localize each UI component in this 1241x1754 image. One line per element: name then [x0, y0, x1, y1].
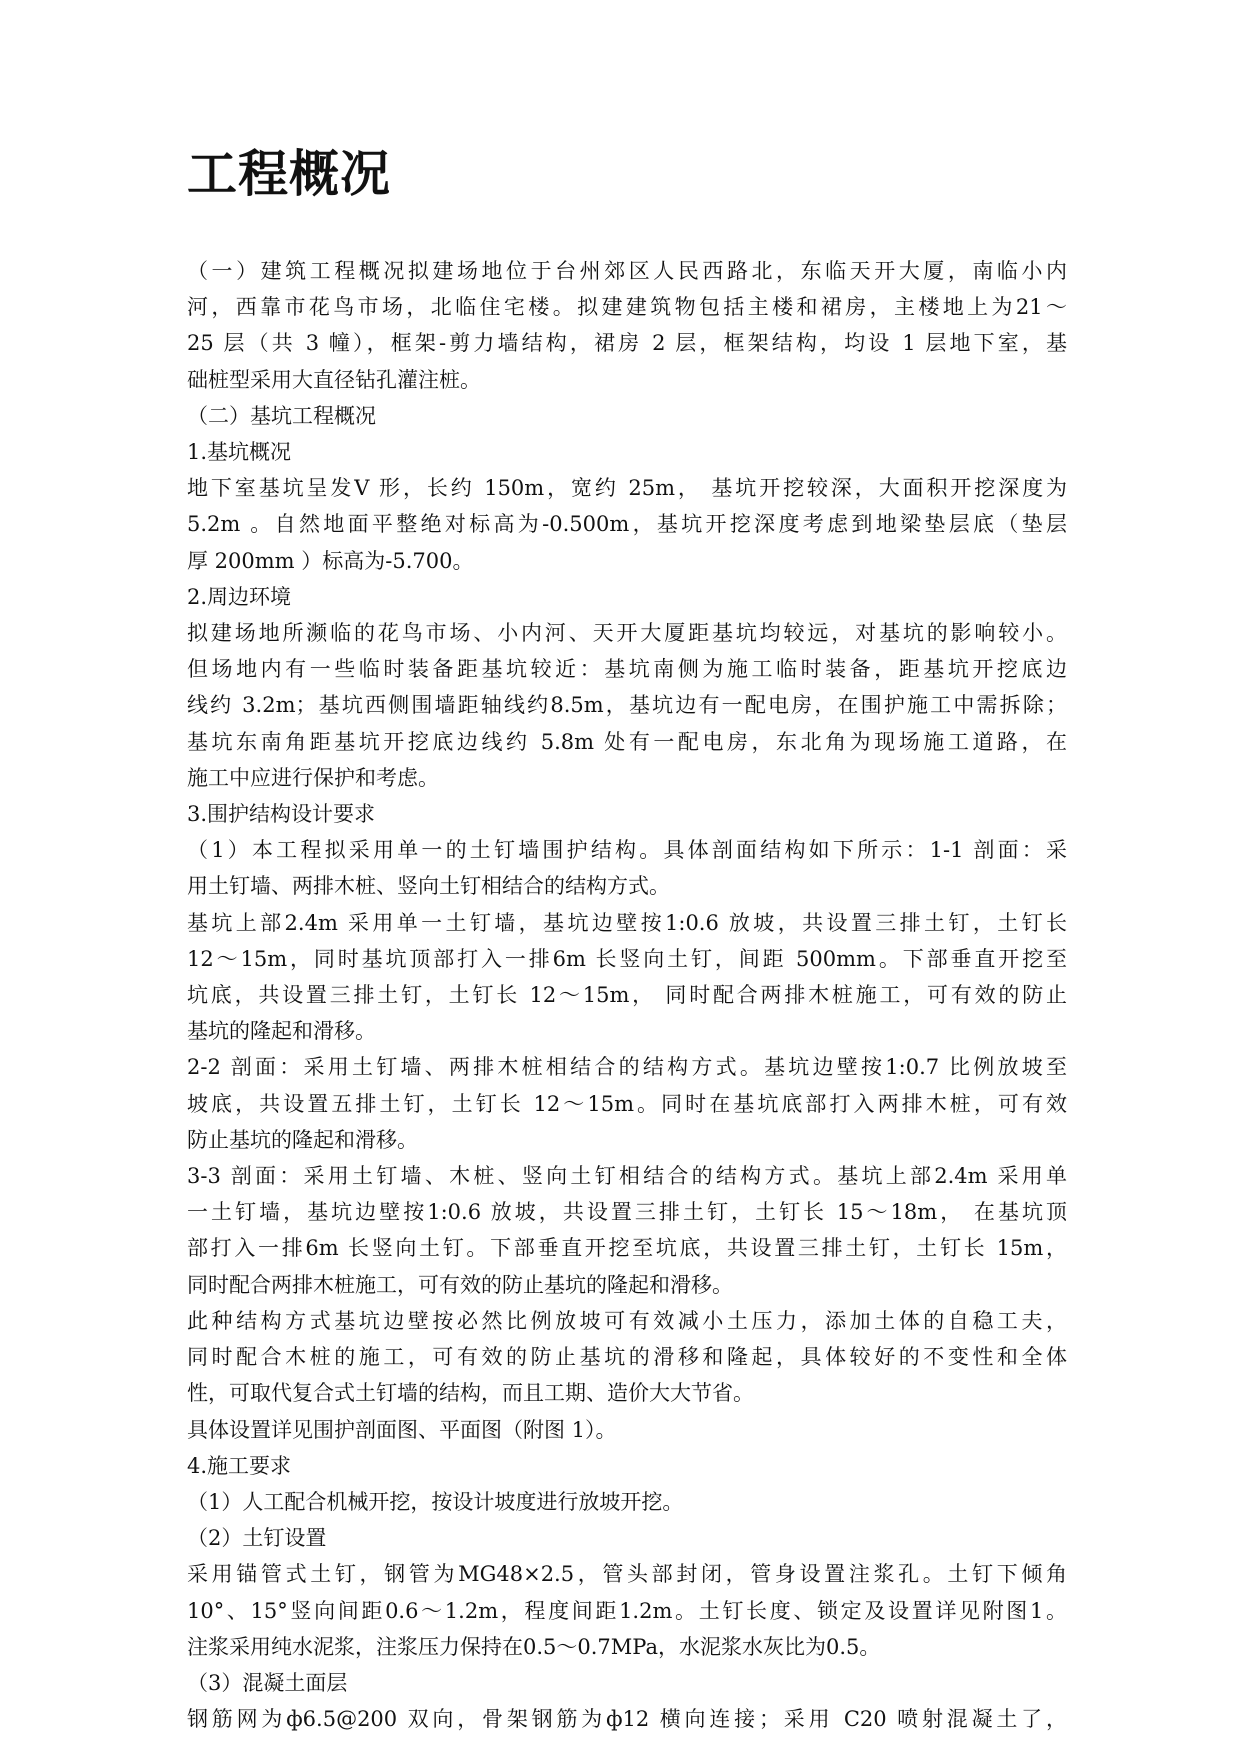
- text-line: 同时配合两排木桩施工，可有效的防止基坑的隆起和滑移。: [187, 1272, 733, 1297]
- text-line: 地下室基坑呈发V 形，长约 150m，宽约 25m， 基坑开挖较深，大面积开挖深度为: [187, 476, 1067, 501]
- text-line: （2）土钉设置: [187, 1526, 327, 1551]
- text-line: （1）本工程拟采用单一的土钉墙围护结构。具体剖面结构如下所示：1-1 剖面：采: [187, 838, 1067, 863]
- text-line: （二）基坑工程概况: [187, 403, 376, 428]
- text-line: 同时配合木桩的施工，可有效的防止基坑的滑移和隆起，具体较好的不变性和全体: [187, 1345, 1067, 1370]
- text-line: 河，西靠市花鸟市场，北临住宅楼。拟建建筑物包括主楼和裙房，主楼地上为21～: [187, 295, 1067, 320]
- text-line: 钢筋网为ф6.5@200 双向，骨架钢筋为ф12 横向连接；采用 C20 喷射混凝土了，: [187, 1707, 1067, 1732]
- text-line: 用土钉墙、两排木桩、竖向土钉相结合的结构方式。: [187, 874, 670, 899]
- text-line: 性，可取代复合式土钉墙的结构，而且工期、造价大大节省。: [187, 1381, 754, 1406]
- text-line: 4.施工要求: [187, 1453, 292, 1478]
- text-line: 坑底，共设置三排土钉，土钉长 12～15m， 同时配合两排木桩施工，可有效的防止: [187, 983, 1067, 1008]
- text-line: 基坑的隆起和滑移。: [187, 1019, 376, 1044]
- document-page: [187, 0, 1067, 1754]
- text-line: 坡底，共设置五排土钉，土钉长 12～15m。同时在基坑底部打入两排木桩，可有效: [187, 1091, 1067, 1116]
- text-line: 拟建场地所濒临的花鸟市场、小内河、天开大厦距基坑均较远，对基坑的影响较小。: [187, 621, 1067, 646]
- text-line: 5.2m 。自然地面平整绝对标高为-0.500m，基坑开挖深度考虑到地梁垫层底（垫层: [187, 512, 1067, 537]
- text-line: 注浆采用纯水泥浆，注浆压力保持在0.5～0.7MPa，水泥浆水灰比为0.5。: [187, 1634, 881, 1659]
- text-line: 施工中应进行保护和考虑。: [187, 765, 439, 790]
- text-line: 25 层（共 3 幢），框架-剪力墙结构，裙房 2 层，框架结构，均设 1 层地下室，基: [187, 331, 1067, 356]
- document-title: 工程概况: [187, 145, 391, 203]
- text-line: 基坑东南角距基坑开挖底边线约 5.8m 处有一配电房，东北角为现场施工道路，在: [187, 729, 1067, 754]
- text-line: （一）建筑工程概况拟建场地位于台州郊区人民西路北，东临天开大厦，南临小内: [187, 259, 1067, 283]
- text-line: 12～15m，同时基坑顶部打入一排6m 长竖向土钉，间距 500mm。下部垂直开挖至: [187, 946, 1067, 971]
- text-line: 防止基坑的隆起和滑移。: [187, 1127, 418, 1152]
- text-line: 础桩型采用大直径钻孔灌注桩。: [187, 367, 481, 392]
- text-line: 具体设置详见围护剖面图、平面图（附图 1）。: [187, 1417, 617, 1442]
- text-line: （3）混凝土面层: [187, 1670, 348, 1695]
- text-line: 2-2 剖面：采用土钉墙、两排木桩相结合的结构方式。基坑边壁按1:0.7 比例放坡至: [187, 1055, 1067, 1080]
- text-line: 部打入一排6m 长竖向土钉。下部垂直开挖至坑底，共设置三排土钉，土钉长 15m，: [187, 1236, 1067, 1261]
- text-line: 采用锚管式土钉，钢管为MG48×2.5，管头部封闭，管身设置注浆孔。土钉下倾角: [187, 1562, 1067, 1587]
- text-line: 此种结构方式基坑边壁按必然比例放坡可有效减小土压力，添加土体的自稳工夫，: [187, 1308, 1067, 1333]
- text-line: 10°、15°竖向间距0.6～1.2m，程度间距1.2m。土钉长度、锁定及设置详见附图1。: [187, 1598, 1067, 1623]
- text-line: 厚 200mm ）标高为-5.700。: [187, 548, 474, 573]
- document-body: [187, 253, 1067, 1737]
- text-line: 但场地内有一些临时装备距基坑较近：基坑南侧为施工临时装备，距基坑开挖底边: [187, 657, 1067, 682]
- text-line: 3.围护结构设计要求: [187, 802, 376, 827]
- text-line: （1）人工配合机械开挖，按设计坡度进行放坡开挖。: [187, 1489, 684, 1514]
- text-line: 一土钉墙，基坑边壁按1:0.6 放坡，共设置三排土钉，土钉长 15～18m， 在基坑顶: [187, 1200, 1067, 1225]
- text-line: 线约 3.2m；基坑西侧围墙距轴线约8.5m，基坑边有一配电房，在围护施工中需拆除；: [187, 693, 1067, 718]
- text-line: 1.基坑概况: [187, 440, 292, 465]
- text-line: 2.周边环境: [187, 584, 292, 609]
- text-line: 基坑上部2.4m 采用单一土钉墙，基坑边壁按1:0.6 放坡，共设置三排土钉，土钉长: [187, 910, 1067, 935]
- text-line: 3-3 剖面：采用土钉墙、木桩、竖向土钉相结合的结构方式。基坑上部2.4m 采用单: [187, 1164, 1067, 1189]
